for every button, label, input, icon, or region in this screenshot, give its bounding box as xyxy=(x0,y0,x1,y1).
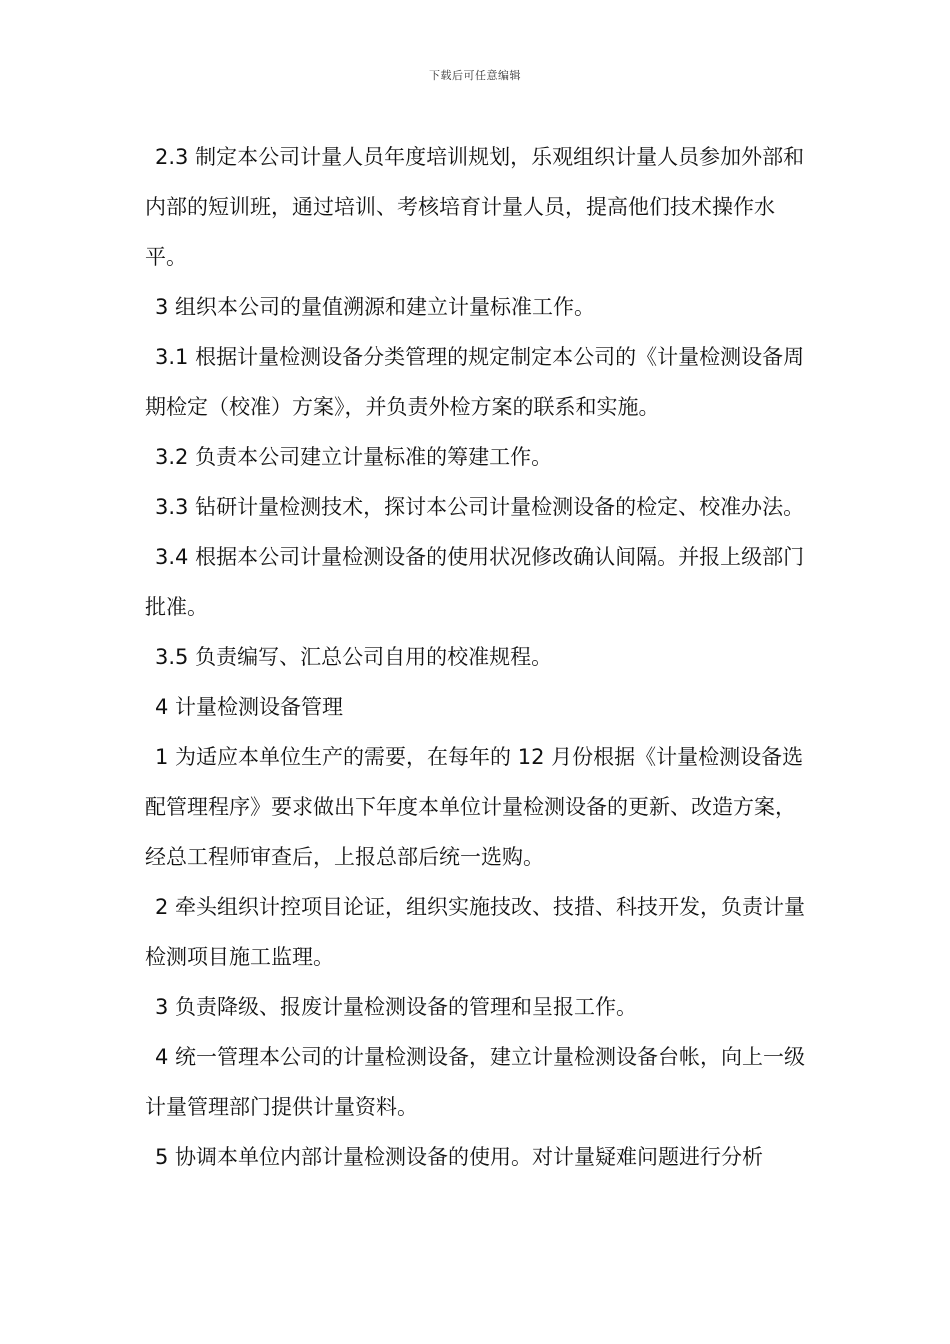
paragraph-4-3: 3 负责降级、报废计量检测设备的管理和呈报工作。 xyxy=(155,995,638,1019)
paragraph-3-2: 3.2 负责本公司建立计量标准的筹建工作。 xyxy=(155,445,553,469)
paragraph-3: 3 组织本公司的量值溯源和建立计量标准工作。 xyxy=(155,295,596,319)
paragraph-4-5: 5 协调本单位内部计量检测设备的使用。对计量疑难问题进行分析 xyxy=(155,1145,764,1169)
paragraph-3-3: 3.3 钻研计量检测技术，探讨本公司计量检测设备的检定、校准办法。 xyxy=(155,495,805,519)
paragraph-3-5: 3.5 负责编写、汇总公司自用的校准规程。 xyxy=(155,645,553,669)
paragraph-4-2: 2 牵头组织计控项目论证，组织实施技改、技措、科技开发，负责计量检测项目施工监理。 xyxy=(145,895,806,969)
header-note: 下载后可任意编辑 xyxy=(429,69,521,82)
paragraph-4-1: 1 为适应本单位生产的需要，在每年的 12 月份根据《计量检测设备选配管理程序》要求做出下年度本单位计量检测设备的更新、改造方案，经总工程师审查后，上报总部后统一选购。 xyxy=(145,745,804,869)
section-heading-4: 4 计量检测设备管理 xyxy=(155,695,344,719)
paragraph-4-4: 4 统一管理本公司的计量检测设备，建立计量检测设备台帐，向上一级计量管理部门提供计量资料。 xyxy=(145,1045,806,1119)
paragraph-3-4: 3.4 根据本公司计量检测设备的使用状况修改确认间隔。并报上级部门批准。 xyxy=(145,545,805,619)
document-body xyxy=(145,132,810,1182)
paragraph-2-3: 2.3 制定本公司计量人员年度培训规划，乐观组织计量人员参加外部和内部的短训班，通过培训、考核培育计量人员，提高他们技术操作水平。 xyxy=(145,145,805,269)
paragraph-3-1: 3.1 根据计量检测设备分类管理的规定制定本公司的《计量检测设备周期检定（校准）方案》，并负责外检方案的联系和实施。 xyxy=(145,345,805,419)
